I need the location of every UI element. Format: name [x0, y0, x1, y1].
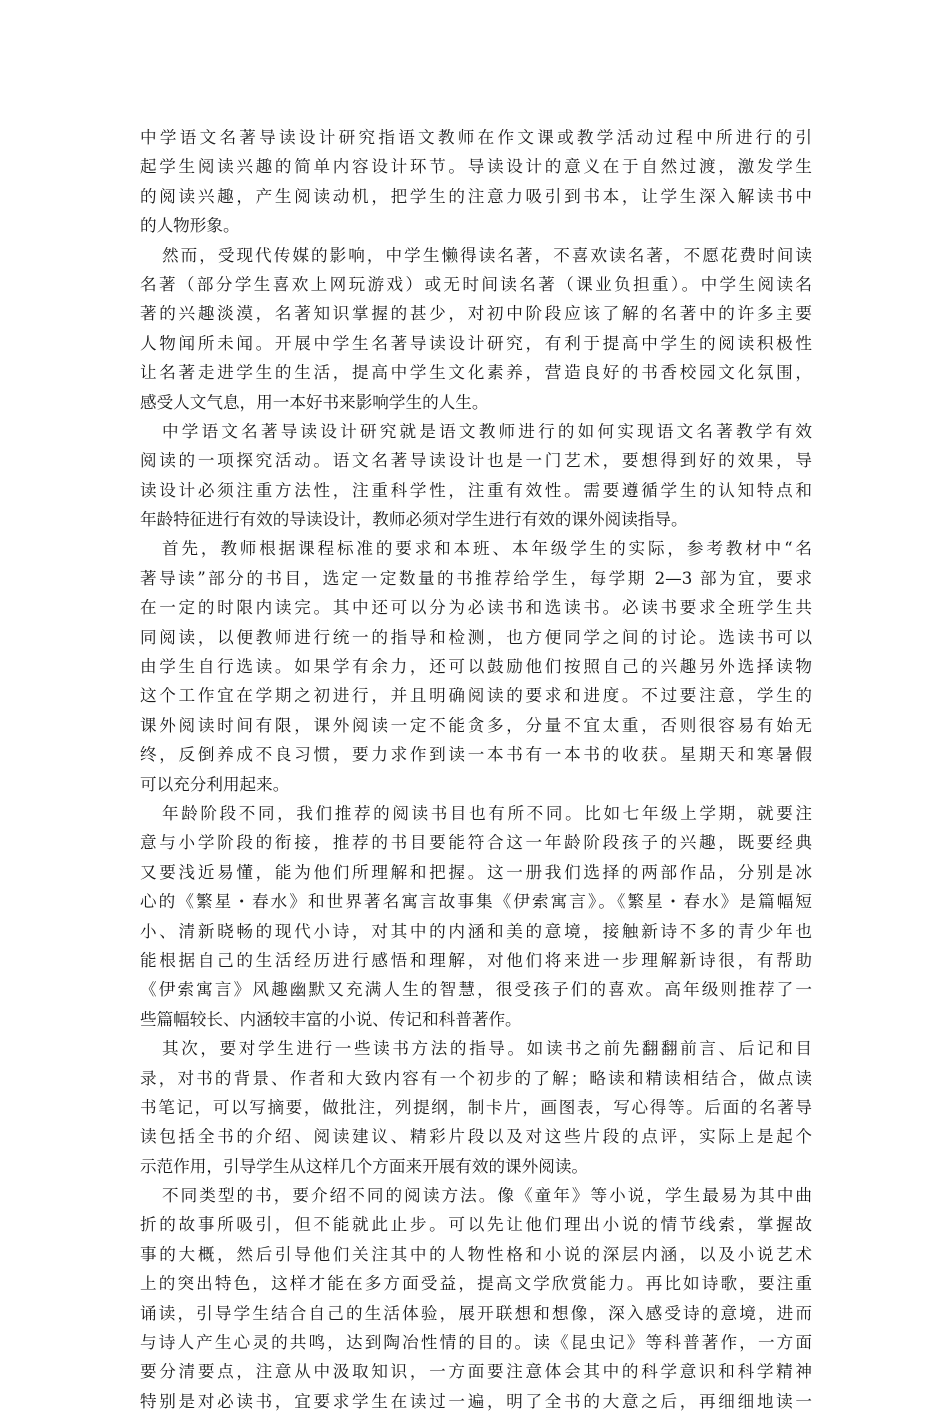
- text-line: 起学生阅读兴趣的简单内容设计环节。导读设计的意义在于自然过渡，激发学生: [140, 157, 812, 177]
- document-body: [140, 123, 812, 1416]
- text-line: 让名著走进学生的生活，提高中学生文化素养，营造良好的书香校园文化氛围，: [140, 363, 812, 383]
- text-line: 中学语文名著导读设计研究指语文教师在作文课或教学活动过程中所进行的引: [140, 128, 812, 147]
- text-line: 其次，要对学生进行一些读书方法的指导。如读书之前先翻翻前言、后记和目: [162, 1039, 812, 1059]
- text-line: 又要浅近易懂，能为他们所理解和把握。这一册我们选择的两部作品，分别是冰: [140, 862, 812, 882]
- text-line: 要分清要点，注意从中汲取知识，一方面要注意体会其中的科学意识和科学精神: [140, 1362, 812, 1382]
- text-line: 的人物形象。: [140, 216, 240, 236]
- text-line: 著的兴趣淡漠，名著知识掌握的甚少，对初中阶段应该了解的名著中的许多主要: [140, 304, 812, 324]
- text-line: 与诗人产生心灵的共鸣，达到陶冶性情的目的。读《昆虫记》等科普著作，一方面: [140, 1333, 812, 1353]
- text-line: 小、清新晓畅的现代小诗，对其中的内涵和美的意境，接触新诗不多的青少年也: [140, 921, 812, 941]
- text-line: 年龄阶段不同，我们推荐的阅读书目也有所不同。比如七年级上学期，就要注: [162, 803, 812, 823]
- text-line: 折的故事所吸引，但不能就此止步。可以先让他们理出小说的情节线索，掌握故: [140, 1215, 812, 1235]
- text-line: 《伊索寓言》风趣幽默又充满人生的智慧，很受孩子们的喜欢。高年级则推荐了一: [140, 980, 812, 1000]
- text-line: 录，对书的背景、作者和大致内容有一个初步的了解；略读和精读相结合，做点读: [140, 1068, 812, 1088]
- text-line: 年龄特征进行有效的导读设计，教师必须对学生进行有效的课外阅读指导。: [140, 510, 688, 530]
- text-line: 读设计必须注重方法性，注重科学性，注重有效性。需要遵循学生的认知特点和: [140, 480, 812, 500]
- text-line: 可以充分利用起来。: [140, 774, 290, 794]
- text-line: 感受人文气息，用一本好书来影响学生的人生。: [140, 392, 489, 412]
- text-line: 书笔记，可以写摘要，做批注，列提纲，制卡片，画图表，写心得等。后面的名著导: [140, 1097, 812, 1117]
- text-line: 由学生自行选读。如果学有余力，还可以鼓励他们按照自己的兴趣另外选择读物: [140, 657, 812, 677]
- text-line: 同阅读，以便教师进行统一的指导和检测，也方便同学之间的讨论。选读书可以: [140, 627, 812, 647]
- text-line: 诵读，引导学生结合自己的生活体验，展开联想和想像，深入感受诗的意境，进而: [140, 1303, 812, 1323]
- text-line: 中学语文名著导读设计研究就是语文教师进行的如何实现语文名著教学有效: [162, 421, 812, 441]
- text-line: 特别是对必读书，宜要求学生在读过一遍，明了全书的大意之后，再细细地读一: [140, 1391, 812, 1411]
- text-line: 能根据自己的生活经历进行感悟和理解，对他们将来进一步理解新诗很，有帮助: [140, 950, 812, 970]
- text-line: 终，反倒养成不良习惯，要力求作到读一本书有一本书的收获。星期天和寒暑假: [140, 745, 812, 765]
- text-line: 著导读”部分的书目，选定一定数量的书推荐给学生，每学期 2—3 部为宜，要求: [140, 568, 812, 588]
- text-line: 名著（部分学生喜欢上网玩游戏）或无时间读名著（课业负担重）。中学生阅读名: [140, 274, 812, 294]
- text-line: 在一定的时限内读完。其中还可以分为必读书和选读书。必读书要求全班学生共: [140, 598, 812, 618]
- text-line: 些篇幅较长、内涵较丰富的小说、传记和科普著作。: [140, 1009, 522, 1029]
- text-line: 不同类型的书，要介绍不同的阅读方法。像《童年》等小说，学生最易为其中曲: [162, 1186, 812, 1206]
- text-line: 人物闻所未闻。开展中学生名著导读设计研究，有利于提高中学生的阅读积极性: [140, 333, 812, 353]
- text-line: 然而，受现代传媒的影响，中学生懒得读名著，不喜欢读名著，不愿花费时间读: [162, 245, 812, 265]
- text-line: 阅读的一项探究活动。语文名著导读设计也是一门艺术，要想得到好的效果，导: [140, 451, 812, 471]
- text-line: 这个工作宜在学期之初进行，并且明确阅读的要求和进度。不过要注意，学生的: [140, 686, 812, 706]
- text-line: 读包括全书的介绍、阅读建议、精彩片段以及对这些片段的点评，实际上是起个: [140, 1127, 812, 1147]
- text-line: 上的突出特色，这样才能在多方面受益，提高文学欣赏能力。再比如诗歌，要注重: [140, 1274, 812, 1294]
- text-line: 的阅读兴趣，产生阅读动机，把学生的注意力吸引到书本，让学生深入解读书中: [140, 186, 812, 206]
- text-line: 示范作用，引导学生从这样几个方面来开展有效的课外阅读。: [140, 1156, 589, 1176]
- text-line: 课外阅读时间有限，课外阅读一定不能贪多，分量不宜太重，否则很容易有始无: [140, 715, 812, 735]
- text-line: 首先，教师根据课程标准的要求和本班、本年级学生的实际，参考教材中“名: [162, 539, 812, 559]
- text-line: 意与小学阶段的衔接，推荐的书目要能符合这一年龄阶段孩子的兴趣，既要经典: [140, 833, 812, 853]
- text-line: 事的大概，然后引导他们关注其中的人物性格和小说的深层内涵，以及小说艺术: [140, 1244, 812, 1264]
- text-line: 心的《繁星・春水》和世界著名寓言故事集《伊索寓言》。《繁星・春水》是篇幅短: [140, 892, 812, 912]
